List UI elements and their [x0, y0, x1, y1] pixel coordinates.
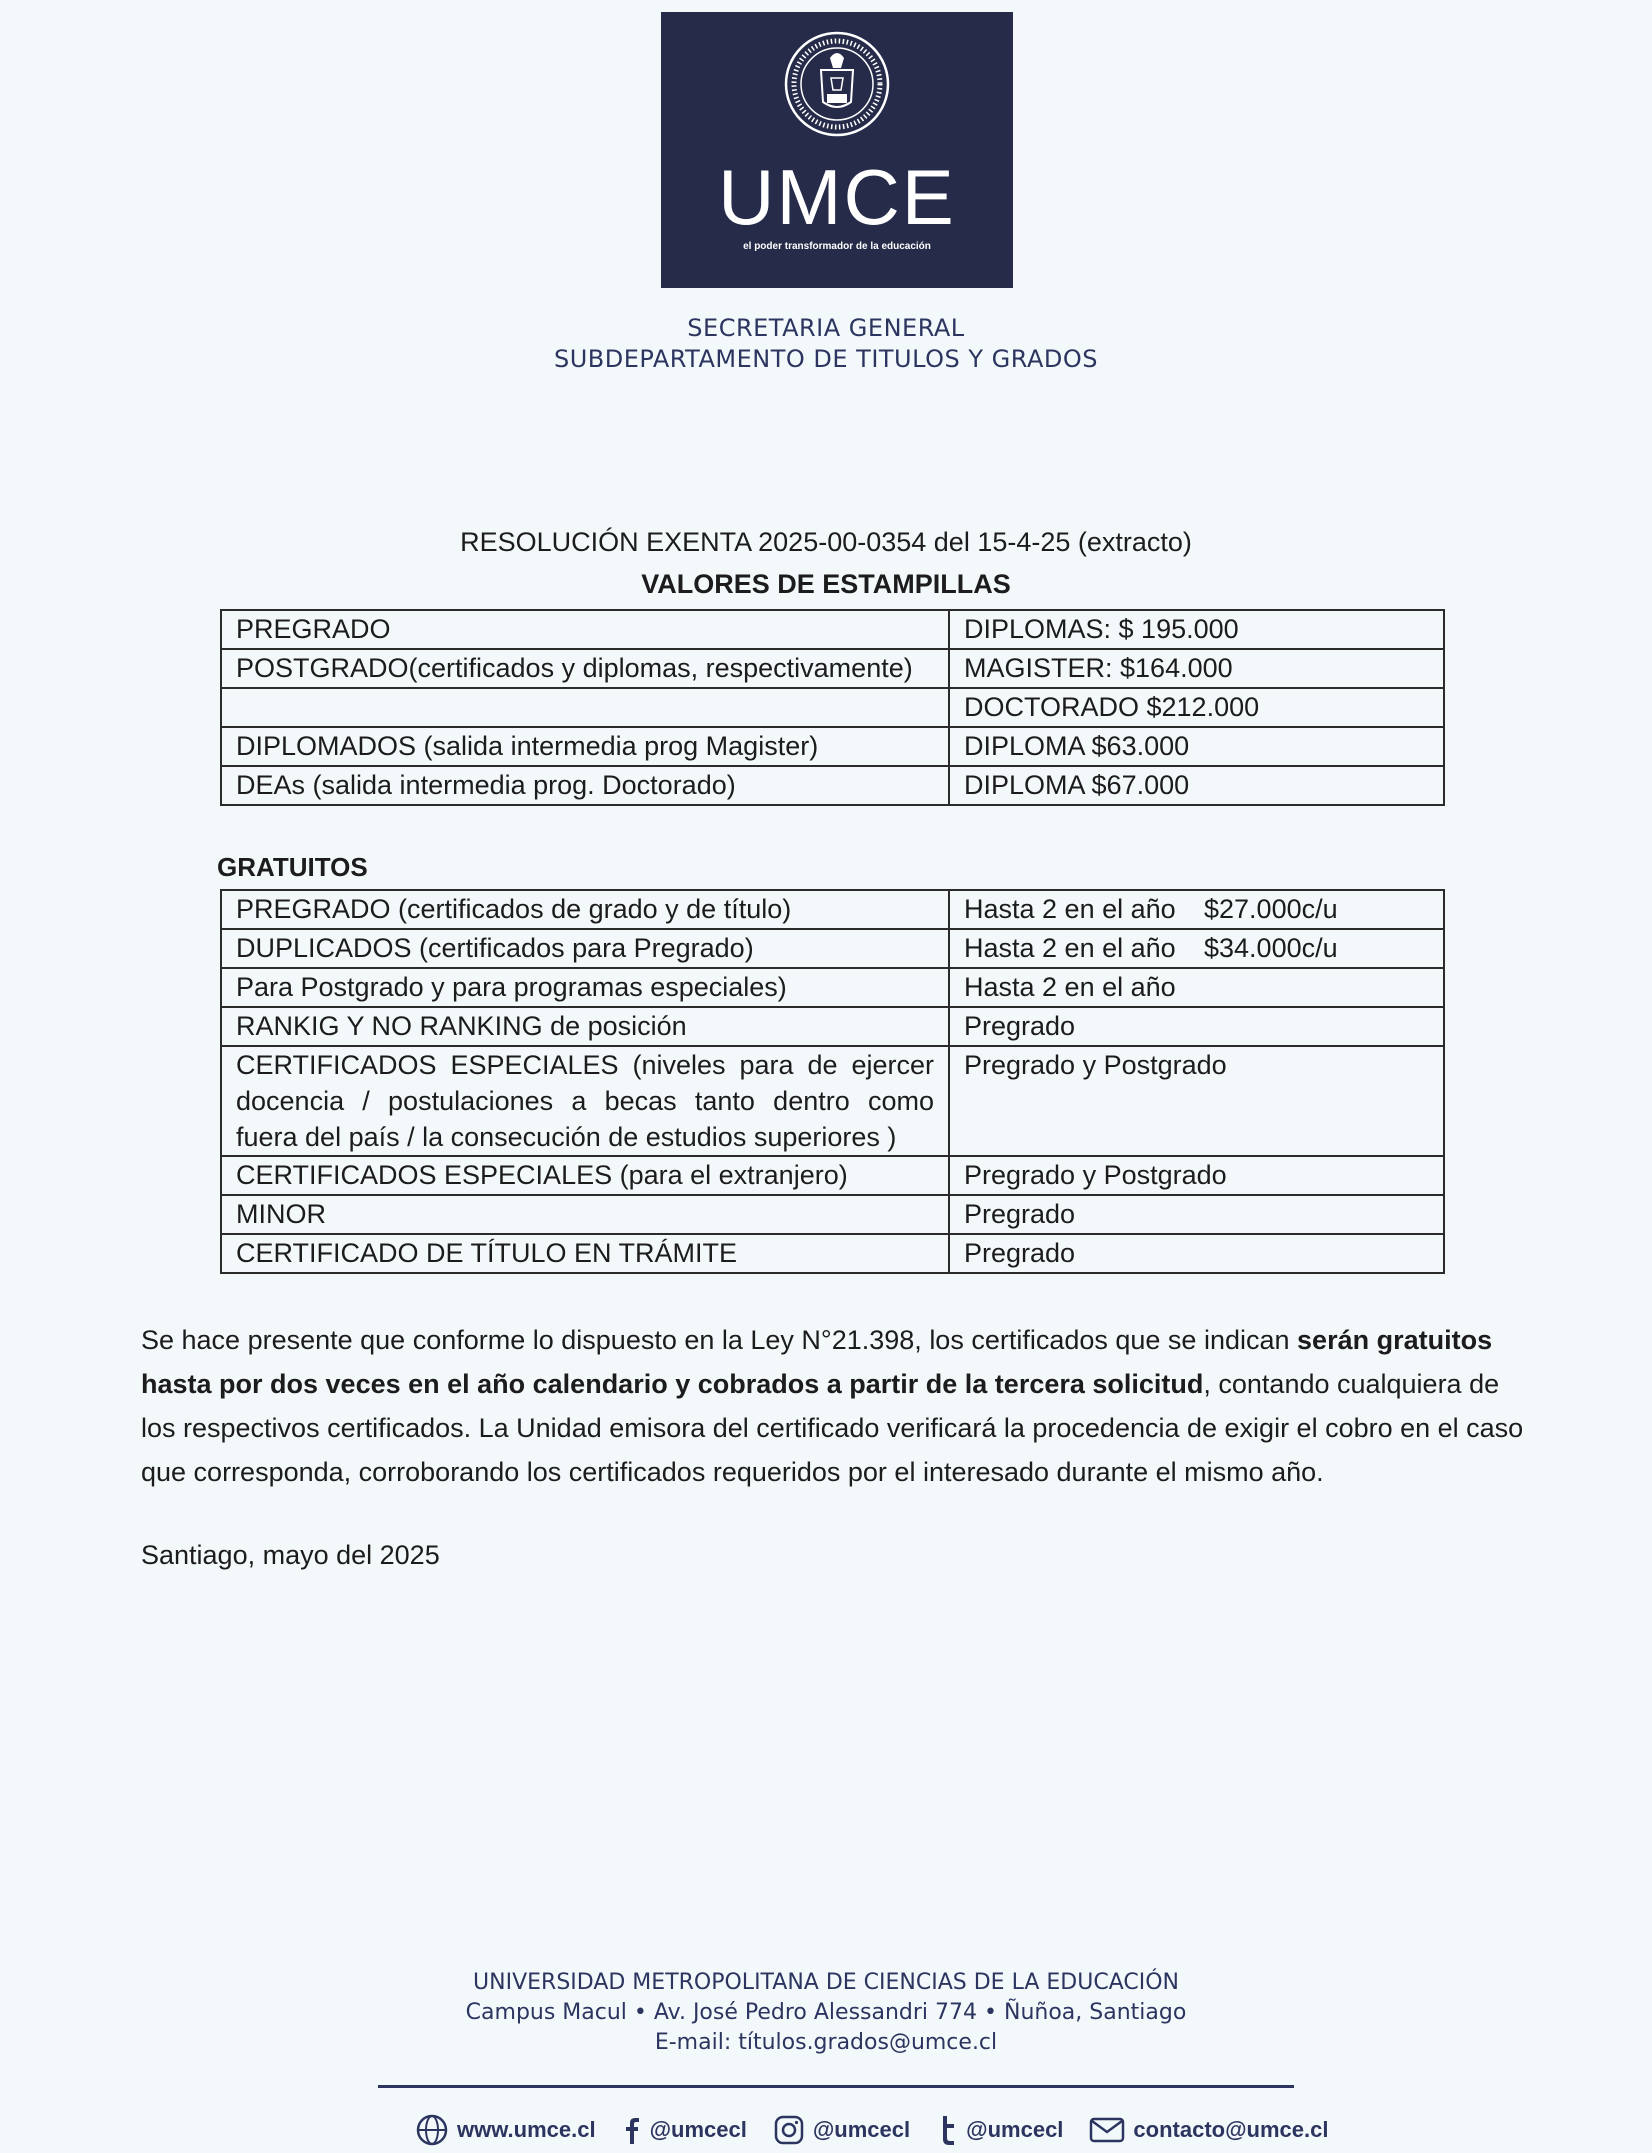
table-row [221, 968, 1444, 1007]
row-label: POSTGRADO(certificados y diplomas, respectivamente) [221, 649, 949, 688]
row-value: Pregrado [949, 1195, 1444, 1234]
social-links [415, 2110, 1338, 2150]
instagram-link[interactable] [773, 2114, 910, 2146]
row-label: DUPLICADOS (certificados para Pregrado) [221, 929, 949, 968]
instagram-icon [773, 2114, 805, 2146]
row-value: DIPLOMA $67.000 [949, 766, 1444, 805]
globe-icon [415, 2113, 449, 2147]
paragraph-text: Se hace presente que conforme lo dispuesto en la Ley N°21.398, los certificados que se indican [141, 1325, 1298, 1355]
valores-title: VALORES DE ESTAMPILLAS [641, 569, 1011, 599]
row-value: Pregrado y Postgrado [949, 1046, 1444, 1156]
footer-divider [378, 2085, 1294, 2088]
row-label: DIPLOMADOS (salida intermedia prog Magister) [221, 727, 949, 766]
row-label-multiline [221, 1046, 949, 1156]
row-label: PREGRADO (certificados de grado y de título) [221, 890, 949, 929]
university-seal-icon [783, 30, 891, 138]
facebook-link[interactable] [622, 2114, 747, 2146]
header-subdepartamento: SUBDEPARTAMENTO DE TITULOS Y GRADOS [553, 345, 1099, 373]
table-row [221, 610, 1444, 649]
table-row [221, 688, 1444, 727]
table-row [221, 649, 1444, 688]
gratuitos-title: GRATUITOS [217, 852, 368, 882]
twitter-handle: @umcecl [966, 2117, 1064, 2142]
row-price: $34.000c/u [1204, 933, 1338, 963]
facebook-handle: @umcecl [649, 2117, 747, 2142]
row-label: CERTIFICADO DE TÍTULO EN TRÁMITE [221, 1234, 949, 1273]
umce-logo [661, 12, 1013, 288]
row-value: Hasta 2 en el año [949, 968, 1444, 1007]
row-value [949, 890, 1444, 929]
row-value: MAGISTER: $164.000 [949, 649, 1444, 688]
row-value: DIPLOMAS: $ 195.000 [949, 610, 1444, 649]
table-row [221, 727, 1444, 766]
table-row [221, 1234, 1444, 1273]
valores-table [220, 609, 1445, 806]
instagram-handle: @umcecl [812, 2117, 911, 2142]
header-secretaria: SECRETARIA GENERAL [687, 314, 965, 342]
row-value-text: Hasta 2 en el año [964, 894, 1176, 924]
row-value: DIPLOMA $63.000 [949, 727, 1444, 766]
row-value-text: Hasta 2 en el año [964, 933, 1176, 963]
row-label: MINOR [221, 1195, 949, 1234]
row-value: Pregrado y Postgrado [949, 1156, 1444, 1195]
paragraph-text: , contando cualquiera de los respectivos certificados. La Unidad emisora del certificado verificará la procedencia de exigir el cobro en el caso que corresponda, corroborando los certificados requeridos por el interesado durante el mismo año. [141, 1369, 1524, 1487]
contact-email: contacto@umce.cl [1133, 2117, 1329, 2142]
row-value [949, 929, 1444, 968]
place-date: Santiago, mayo del 2025 [141, 1540, 440, 1570]
row-label: CERTIFICADOS ESPECIALES (para el extranjero) [221, 1156, 949, 1195]
logo-tagline: el poder transformador de la educación [743, 241, 931, 252]
row-value: Pregrado [949, 1007, 1444, 1046]
contact-link[interactable] [1089, 2116, 1328, 2144]
row-label: PREGRADO [221, 610, 949, 649]
row-label [221, 688, 949, 727]
row-value: DOCTORADO $212.000 [949, 688, 1444, 727]
mail-icon [1089, 2116, 1125, 2144]
row-label-line: docencia / postulaciones a becas tanto dentro como [236, 1086, 934, 1116]
facebook-icon [622, 2114, 642, 2146]
table-row [221, 766, 1444, 805]
table-row [221, 1156, 1444, 1195]
footer-address: Campus Macul • Av. José Pedro Alessandri 774 • Ñuñoa, Santiago [465, 2000, 1187, 2025]
row-value: Pregrado [949, 1234, 1444, 1273]
gratuitos-table [220, 889, 1445, 1274]
twitter-icon [936, 2113, 958, 2147]
website-text: www.umce.cl [457, 2117, 596, 2142]
row-label-line: fuera del país / la consecución de estudios superiores ) [236, 1122, 897, 1152]
row-label: Para Postgrado y para programas especiales) [221, 968, 949, 1007]
table-row [221, 1007, 1444, 1046]
row-price: $27.000c/u [1204, 894, 1338, 924]
row-label: DEAs (salida intermedia prog. Doctorado) [221, 766, 949, 805]
table-row [221, 1195, 1444, 1234]
row-label-line: CERTIFICADOS ESPECIALES (niveles para de ejercer [236, 1050, 934, 1080]
row-label: RANKIG Y NO RANKING de posición [221, 1007, 949, 1046]
paragraph-bold-text: serán gratuitos hasta por dos veces en el año calendario y cobrados a partir de la tercera solicitud [141, 1325, 1493, 1399]
table-row [221, 1046, 1444, 1156]
footer-university: UNIVERSIDAD METROPOLITANA DE CIENCIAS DE LA EDUCACIÓN [473, 1970, 1179, 1995]
table-row [221, 929, 1444, 968]
logo-wordmark: UMCE [718, 153, 956, 241]
resolution-title: RESOLUCIÓN EXENTA 2025-00-0354 del 15-4-25 (extracto) [460, 527, 1192, 557]
footer-email[interactable]: E-mail: títulos.grados@umce.cl [654, 2030, 998, 2055]
twitter-link[interactable] [936, 2113, 1063, 2147]
website-link[interactable] [415, 2113, 596, 2147]
table-row [221, 890, 1444, 929]
legal-notice-paragraph [141, 1318, 1533, 1494]
